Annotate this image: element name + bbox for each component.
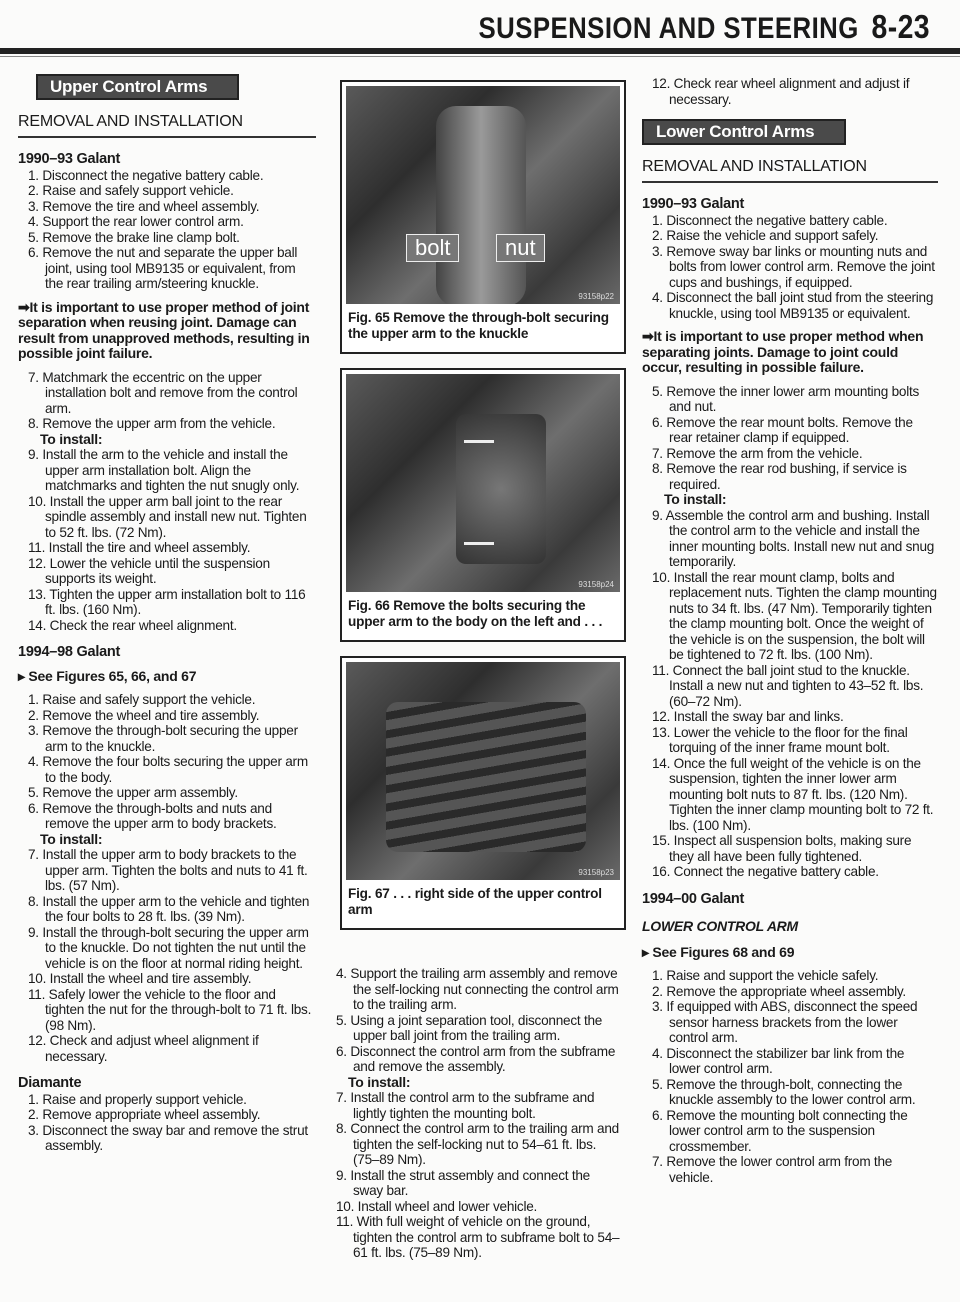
photo-id: 93158p24 [578, 580, 614, 589]
figure-66-photo [346, 374, 620, 592]
step-item: 5. Remove the through-bolt, connecting the knuckle assembly to the lower control arm. [652, 1076, 916, 1107]
label-nut: nut [496, 234, 545, 262]
step-item: 7. Remove the arm from the vehicle. [652, 445, 863, 461]
step-item: 8. Remove the upper arm from the vehicle. [28, 416, 276, 431]
step-item: 5. Remove the inner lower arm mounting bolts and nut. [652, 383, 920, 414]
figure-67-caption: Fig. 67 . . . right side of the upper control arm [348, 886, 602, 917]
page-number: 8-23 [871, 8, 930, 45]
figure-66 [340, 368, 626, 642]
figure-65 [340, 80, 626, 354]
caution-note: ➡It is important to use proper method when separating joints. Damage to joint could occur, resulting in possible failure. [642, 328, 924, 375]
arrow-icon [464, 542, 494, 545]
step-item: 4. Remove the four bolts securing the upper arm to the body. [28, 754, 308, 785]
step-list [18, 168, 316, 292]
photo-id: 93158p22 [578, 292, 614, 301]
step-item: 11. With full weight of vehicle on the ground, tighten the control arm to subframe bolt to 54–61 ft. lbs. (75–89 Nm). [336, 1214, 620, 1260]
step-item: 10. Install wheel and lower vehicle. [336, 1198, 538, 1214]
step-item: 5. Remove the upper arm assembly. [28, 785, 238, 800]
step-item: 2. Raise the vehicle and support safely. [652, 228, 879, 243]
step-item: 7. Install the control arm to the subframe and lightly tighten the mounting bolt. [336, 1090, 595, 1121]
step-item: 6. Remove the mounting bolt connecting the lower control arm to the suspension crossmember. [652, 1107, 908, 1154]
section-heading: REMOVAL AND INSTALLATION [18, 114, 316, 139]
step-item: 11. Install the tire and wheel assembly. [28, 540, 251, 555]
step-item: 6. Disconnect the control arm from the subframe and remove the assembly. [336, 1043, 616, 1074]
subheading: 1994–00 Galant [642, 890, 745, 907]
arrow-icon [464, 440, 494, 443]
to-install-heading: To install: [40, 830, 103, 847]
figure-67-photo [346, 662, 620, 880]
step-item: 3. If equipped with ABS, disconnect the speed sensor harness brackets from the lower control arm. [652, 999, 918, 1045]
step-item: 6. Remove the rear mount bolts. Remove the rear retainer clamp if equipped. [652, 414, 913, 445]
step-list [18, 847, 316, 1064]
step-item: 3. Remove sway bar links or mounting nuts and bolts from lower control arm. Remove the joint cups and bushings, if equipped. [652, 243, 935, 290]
step-item: 6. Remove the nut and separate the upper ball joint, using tool MB9135 or equivalent, from the rear trailing arm/steering knuckle. [28, 245, 298, 291]
section-banner-upper-control-arms: Upper Control Arms [36, 74, 239, 100]
step-item: 3. Remove the through-bolt securing the upper arm to the knuckle. [28, 723, 298, 754]
step-item: 2. Remove appropriate wheel assembly. [28, 1107, 261, 1122]
step-item: 11. Connect the ball joint stud to the knuckle. Install a new nut and tighten to 43–52 ft. lbs. (60–72 Nm). [652, 662, 924, 709]
step-item: 14. Once the full weight of the vehicle is on the suspension, tighten the inner lower arm mounting bolt nuts to 87 ft. lbs. (120 Nm). Tighten the inner clamp mounting bolt to 72 ft. lbs. (100 Nm). [652, 755, 934, 833]
step-item: 16. Connect the negative battery cable. [652, 864, 879, 879]
step-item: 8. Remove the rear rod bushing, if service is required. [652, 461, 907, 492]
step-list [642, 508, 938, 880]
step-item: 10. Install the rear mount clamp, bolts and replacement nuts. Tighten the clamp mounting nuts to 34 ft. lbs. (47 Nm). Temporarily tighten the clamp mounting bolt. Once the weight of the vehicle is on the suspension, the bolt will be tightened to 72 ft. lbs. (100 Nm). [652, 569, 937, 662]
subheading: 1990–93 Galant [18, 151, 121, 167]
subheading: 1994–98 Galant [18, 644, 121, 660]
step-item: 9. Install the through-bolt securing the upper arm to the knuckle. Do not tighten the nut until the vehicle is on the floor at normal riding height. [28, 924, 309, 971]
step-list [326, 1090, 622, 1261]
step-item: 8. Connect the control arm to the trailing arm and tighten the self-locking nut to 54–61 ft. lbs. (75–89 Nm). [336, 1121, 619, 1167]
step-item: 12. Check rear wheel alignment and adjust if necessary. [652, 76, 910, 107]
subheading: Diamante [18, 1075, 82, 1091]
step-item: 13. Lower the vehicle to the floor for the final torquing of the inner frame mount bolt. [652, 724, 908, 755]
step-item: 13. Tighten the upper arm installation bolt to 116 ft. lbs. (160 Nm). [28, 586, 306, 617]
to-install-heading: To install: [664, 491, 727, 507]
step-item: 1. Raise and properly support vehicle. [28, 1091, 247, 1107]
step-list [18, 447, 316, 633]
step-item: 7. Matchmark the eccentric on the upper installation bolt and remove from the control arm. [28, 369, 298, 416]
step-item: 7. Remove the lower control arm from the vehicle. [652, 1154, 893, 1185]
step-list [18, 1092, 316, 1154]
step-item: 9. Install the arm to the vehicle and install the upper arm installation bolt. Align the matchmarks and tighten the nut snugly only. [28, 447, 300, 493]
step-list [642, 968, 938, 1185]
step-item: 1. Disconnect the negative battery cable. [652, 212, 888, 228]
section-heading: REMOVAL AND INSTALLATION [642, 159, 938, 184]
column-middle [326, 966, 622, 1261]
step-item: 9. Assemble the control arm and bushing. Install the control arm to the vehicle and install the inner mounting bolts. Install new nut and snug temporarily. [652, 507, 935, 569]
step-item: 2. Remove the wheel and tire assembly. [28, 707, 260, 723]
step-item: 1. Disconnect the negative battery cable. [28, 167, 264, 183]
figure-65-photo [346, 86, 620, 304]
step-list [642, 76, 938, 107]
step-item: 10. Install the wheel and tire assembly. [28, 971, 252, 986]
step-item: 4. Disconnect the stabilizer bar link from the lower control arm. [652, 1045, 905, 1076]
figure-reference: ▸ See Figures 65, 66, and 67 [18, 667, 197, 684]
to-install-heading: To install: [40, 430, 103, 447]
figure-65-caption: Fig. 65 Remove the through-bolt securing the upper arm to the knuckle [348, 310, 609, 341]
figure-67 [340, 656, 626, 930]
step-item: 6. Remove the through-bolts and nuts and remove the upper arm to body brackets. [28, 800, 277, 831]
header-rule [0, 48, 960, 54]
header-title: SUSPENSION AND STEERING [478, 12, 859, 45]
step-item: 4. Support the trailing arm assembly and remove the self-locking nut connecting the control arm to the trailing arm. [336, 966, 619, 1012]
step-item: 12. Lower the vehicle until the suspension supports its weight. [28, 555, 270, 586]
step-list [18, 370, 316, 432]
step-list [642, 213, 938, 322]
step-item: 12. Install the sway bar and links. [652, 709, 844, 724]
step-item: 5. Remove the brake line clamp bolt. [28, 229, 240, 245]
caution-note: ➡It is important to use proper method of joint separation when reusing joint. Damage can result from unapproved methods, resulting in possible joint failure. [18, 298, 310, 361]
step-item: 2. Remove the appropriate wheel assembly. [652, 983, 906, 999]
step-item: 5. Using a joint separation tool, disconnect the upper ball joint from the trailing arm. [336, 1012, 603, 1043]
step-item: 11. Safely lower the vehicle to the floor and tighten the nut for the through-bolt to 71 ft. lbs. (98 Nm). [28, 986, 312, 1033]
photo-id: 93158p23 [578, 868, 614, 877]
step-list [326, 966, 622, 1075]
step-item: 3. Disconnect the sway bar and remove the strut assembly. [28, 1122, 308, 1153]
step-item: 4. Disconnect the ball joint stud from the steering knuckle, using tool MB9135 or equivalent. [652, 290, 934, 321]
header-rule-thin [0, 56, 960, 57]
step-item: 8. Install the upper arm to the vehicle and tighten the four bolts to 28 ft. lbs. (39 Nm). [28, 893, 310, 924]
subheading: 1990–93 Galant [642, 196, 745, 212]
step-list [642, 384, 938, 493]
step-item: 7. Install the upper arm to body brackets to the upper arm. Tighten the bolts and nuts to 41 ft. lbs. (57 Nm). [28, 847, 308, 893]
figure-reference: ▸ See Figures 68 and 69 [642, 943, 795, 960]
label-bolt: bolt [406, 234, 459, 262]
column-right [642, 76, 938, 1185]
subsection-italic-heading: LOWER CONTROL ARM [642, 918, 798, 934]
step-item: 1. Raise and safely support the vehicle. [28, 692, 256, 707]
figure-66-caption: Fig. 66 Remove the bolts securing the upper arm to the body on the left and . . . [348, 598, 603, 629]
step-item: 9. Install the strut assembly and connect the sway bar. [336, 1167, 590, 1198]
step-item: 3. Remove the tire and wheel assembly. [28, 198, 260, 214]
section-banner-lower-control-arms: Lower Control Arms [642, 119, 846, 145]
step-item: 2. Raise and safely support vehicle. [28, 183, 234, 198]
step-item: 15. Inspect all suspension bolts, making sure they all have been fully tightened. [652, 833, 912, 864]
step-list [18, 692, 316, 832]
step-item: 12. Check and adjust wheel alignment if necessary. [28, 1033, 259, 1064]
step-item: 10. Install the upper arm ball joint to the rear spindle assembly and install new nut. Tighten to 52 ft. lbs. (72 Nm). [28, 493, 307, 540]
page-header [478, 8, 930, 46]
step-item: 14. Check the rear wheel alignment. [28, 617, 237, 633]
step-item: 1. Raise and support the vehicle safely. [652, 968, 879, 983]
column-left [18, 74, 316, 1154]
step-item: 4. Support the rear lower control arm. [28, 214, 244, 229]
to-install-heading: To install: [348, 1073, 411, 1090]
